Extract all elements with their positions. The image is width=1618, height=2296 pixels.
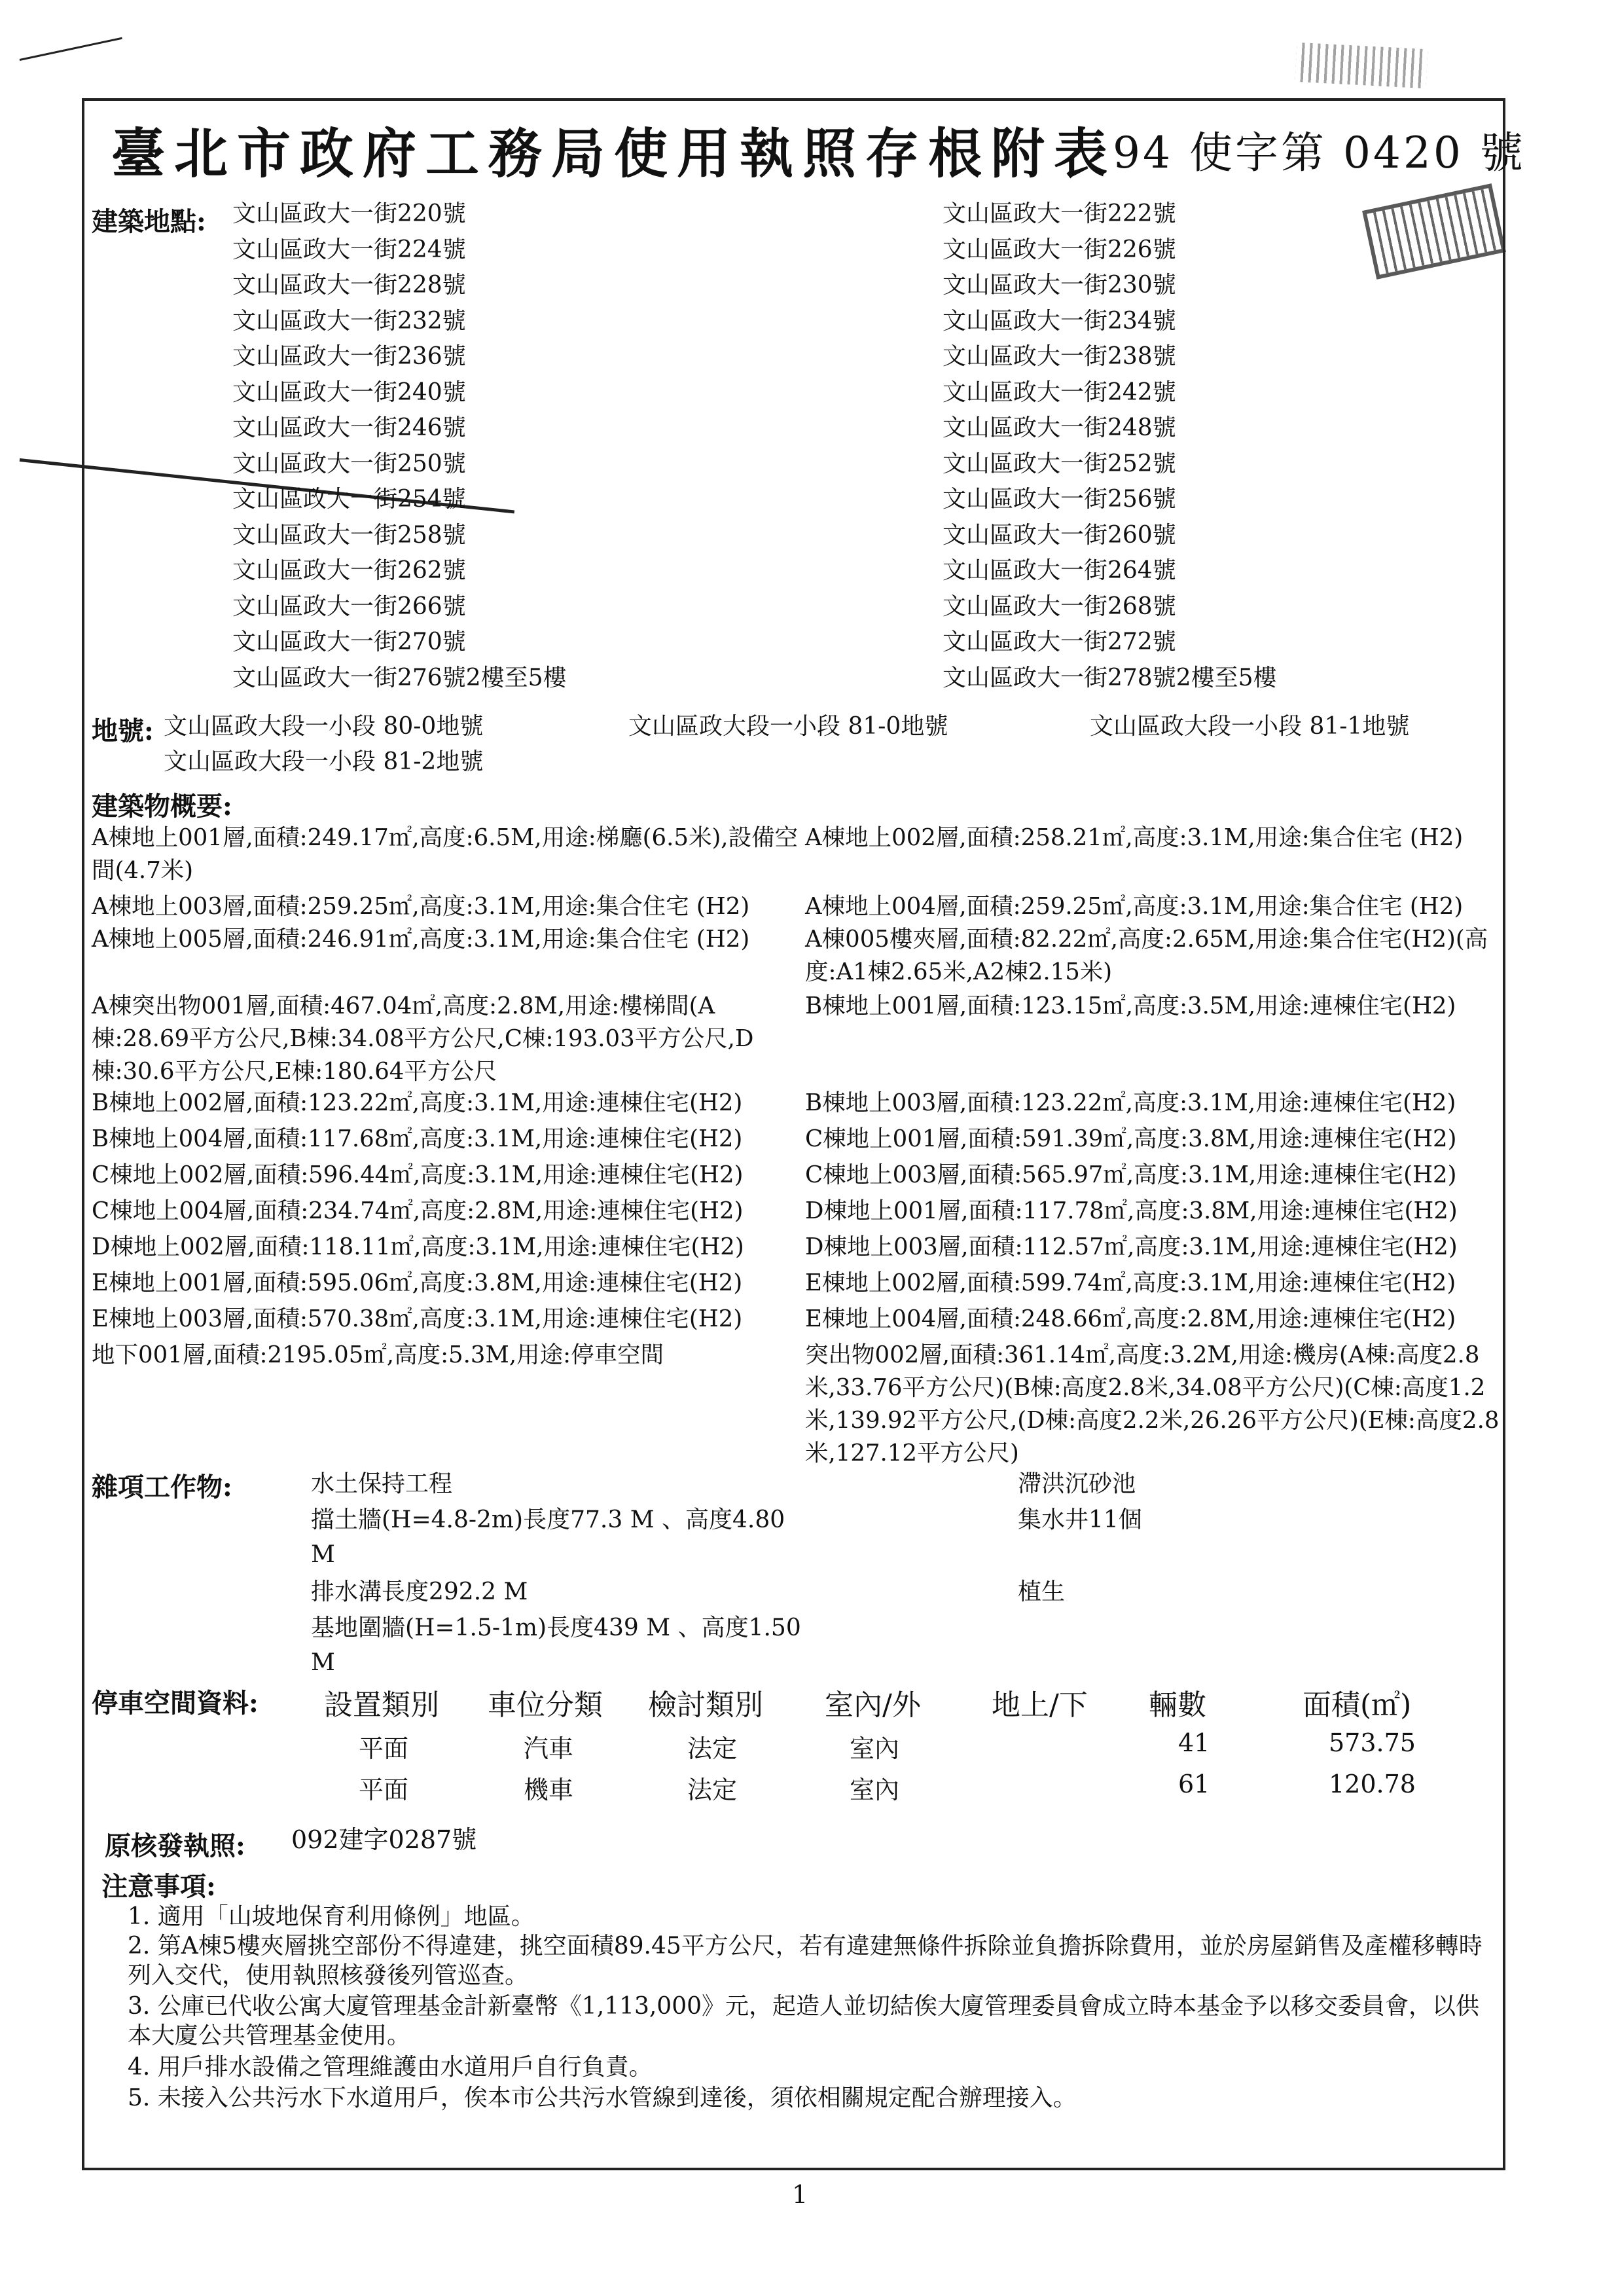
note-item: 4. 用戶排水設備之管理維護由水道用戶自行負責。 <box>128 2054 653 2081</box>
address-item: 文山區政大一街260號 <box>943 521 1176 549</box>
parking-header: 輛數 <box>1149 1688 1206 1722</box>
building-row-right: 突出物002層,面積:361.14㎡,高度:3.2M,用途:機房(A棟:高度2.8米,33.76平方公尺)(B棟:高度2.8米,34.08平方公尺)(C棟:高度1.2米,139.92平方公尺,(D棟:高度2.2米,26.26平方公尺)(E棟:高度2.8米,127.12平方公尺) <box>805 1341 1500 1467</box>
parking-cell: 61 <box>1178 1770 1210 1798</box>
address-item: 文山區政大一街226號 <box>943 236 1176 263</box>
building-row-left: B棟地上002層,面積:123.22㎡,高度:3.1M,用途:連棟住宅(H2) <box>92 1089 743 1116</box>
building-row-right: E棟地上004層,面積:248.66㎡,高度:2.8M,用途:連棟住宅(H2) <box>805 1305 1456 1332</box>
building-row-left: A棟地上003層,面積:259.25㎡,高度:3.1M,用途:集合住宅 (H2) <box>92 893 750 920</box>
document-title: 臺北市政府工務局使用執照存根附表 <box>111 122 1117 185</box>
lot-item: 文山區政大段一小段 80-0地號 <box>164 713 484 740</box>
misc-item: 排水溝長度292.2 M <box>311 1578 528 1605</box>
address-item: 文山區政大一街264號 <box>943 557 1176 584</box>
address-list-left <box>232 196 567 696</box>
building-row-left: A棟突出物001層,面積:467.04㎡,高度:2.8M,用途:樓梯間(A棟:28.69平方公尺,B棟:34.08平方公尺,C棟:193.03平方公尺,D棟:30.6平方公尺,E棟:180.64平方公尺 <box>92 993 754 1085</box>
address-label: 建築地點: <box>92 206 206 237</box>
parking-header: 車位分類 <box>488 1688 603 1722</box>
original-permit-value: 092建字0287號 <box>291 1825 477 1854</box>
parking-header: 室內/外 <box>825 1688 921 1722</box>
misc-item: 水土保持工程 <box>311 1470 453 1497</box>
building-row-left: E棟地上001層,面積:595.06㎡,高度:3.8M,用途:連棟住宅(H2) <box>92 1269 743 1296</box>
address-list-right <box>943 196 1277 696</box>
building-row-left: A棟地上001層,面積:249.17㎡,高度:6.5M,用途:梯廳(6.5米),設備空間(4.7米) <box>92 824 799 884</box>
parking-cell: 法定 <box>687 1734 738 1763</box>
address-item: 文山區政大一街258號 <box>232 521 466 549</box>
building-row-right: B棟地上003層,面積:123.22㎡,高度:3.1M,用途:連棟住宅(H2) <box>805 1089 1456 1116</box>
misc-label: 雜項工作物: <box>92 1472 232 1503</box>
address-item: 文山區政大一街238號 <box>943 343 1176 370</box>
lot-item: 文山區政大段一小段 81-0地號 <box>628 713 948 740</box>
address-item: 文山區政大一街270號 <box>232 629 466 655</box>
address-item: 文山區政大一街242號 <box>943 378 1176 406</box>
address-item: 文山區政大一街278號2樓至5樓 <box>943 664 1277 691</box>
address-item: 文山區政大一街268號 <box>943 592 1176 620</box>
building-row-left: B棟地上004層,面積:117.68㎡,高度:3.1M,用途:連棟住宅(H2) <box>92 1125 743 1152</box>
building-row-left: E棟地上003層,面積:570.38㎡,高度:3.1M,用途:連棟住宅(H2) <box>92 1305 743 1332</box>
building-row-right: D棟地上001層,面積:117.78㎡,高度:3.8M,用途:連棟住宅(H2) <box>805 1197 1458 1224</box>
top-stamp-mark <box>1295 43 1428 88</box>
building-row-right: D棟地上003層,面積:112.57㎡,高度:3.1M,用途:連棟住宅(H2) <box>805 1233 1458 1260</box>
misc-item: 滯洪沉砂池 <box>1018 1470 1136 1497</box>
address-item: 文山區政大一街256號 <box>943 486 1176 513</box>
parking-label: 停車空間資料: <box>92 1688 259 1719</box>
building-row-right: A棟地上002層,面積:258.21㎡,高度:3.1M,用途:集合住宅 (H2) <box>805 824 1464 851</box>
building-row-right: C棟地上003層,面積:565.97㎡,高度:3.1M,用途:連棟住宅(H2) <box>805 1161 1457 1188</box>
address-item: 文山區政大一街222號 <box>943 200 1176 227</box>
misc-item: 植生 <box>1018 1578 1066 1605</box>
building-row-right: E棟地上002層,面積:599.74㎡,高度:3.1M,用途:連棟住宅(H2) <box>805 1269 1456 1296</box>
parking-header: 面積(㎡) <box>1303 1688 1412 1722</box>
building-row-left: D棟地上002層,面積:118.11㎡,高度:3.1M,用途:連棟住宅(H2) <box>92 1233 744 1260</box>
address-item: 文山區政大一街254號 <box>232 486 466 513</box>
misc-item: 基地圍牆(H=1.5-1m)長度439 M 、高度1.50 M <box>311 1614 801 1676</box>
parking-header: 檢討類別 <box>648 1688 763 1722</box>
lot-item: 文山區政大段一小段 81-1地號 <box>1090 713 1410 740</box>
page-number: 1 <box>792 2180 808 2209</box>
parking-cell: 平面 <box>359 1734 409 1763</box>
building-row-left: C棟地上004層,面積:234.74㎡,高度:2.8M,用途:連棟住宅(H2) <box>92 1197 744 1224</box>
address-item: 文山區政大一街234號 <box>943 307 1176 335</box>
parking-cell: 平面 <box>359 1776 409 1804</box>
address-item: 文山區政大一街224號 <box>232 236 466 263</box>
address-item: 文山區政大一街272號 <box>943 629 1176 655</box>
parking-cell: 120.78 <box>1329 1770 1416 1798</box>
address-item: 文山區政大一街232號 <box>232 307 466 335</box>
address-item: 文山區政大一街228號 <box>232 272 466 299</box>
address-item: 文山區政大一街240號 <box>232 378 466 406</box>
parking-cell: 法定 <box>687 1776 738 1804</box>
address-item: 文山區政大一街250號 <box>232 450 466 477</box>
parking-cell: 室內 <box>850 1776 900 1804</box>
note-item: 2. 第A棟5樓夾層挑空部份不得違建，挑空面積89.45平方公尺，若有違建無條件拆除並負擔拆除費用，並於房屋銷售及產權移轉時列入交代，使用執照核發後列管巡查。 <box>128 1933 1483 1989</box>
notes-label: 注意事項: <box>101 1871 216 1902</box>
parking-cell: 機車 <box>524 1776 574 1804</box>
note-item: 5. 未接入公共污水下水道用戶，俟本市公共污水管線到達後，須依相關規定配合辦理接入。 <box>128 2085 1077 2111</box>
address-item: 文山區政大一街276號2樓至5樓 <box>232 664 567 691</box>
address-item: 文山區政大一街248號 <box>943 414 1176 441</box>
parking-header: 設置類別 <box>324 1688 439 1722</box>
misc-item: 擋土牆(H=4.8-2m)長度77.3 M 、高度4.80 M <box>311 1506 785 1568</box>
building-row-left: C棟地上002層,面積:596.44㎡,高度:3.1M,用途:連棟住宅(H2) <box>92 1161 744 1188</box>
address-item: 文山區政大一街246號 <box>232 414 466 441</box>
building-row-right: B棟地上001層,面積:123.15㎡,高度:3.5M,用途:連棟住宅(H2) <box>805 993 1456 1019</box>
building-row-left: 地下001層,面積:2195.05㎡,高度:5.3M,用途:停車空間 <box>92 1341 664 1368</box>
lot-label: 地號: <box>92 716 154 746</box>
address-item: 文山區政大一街220號 <box>232 200 466 227</box>
parking-header: 地上/下 <box>992 1688 1088 1722</box>
address-item: 文山區政大一街236號 <box>232 343 466 370</box>
parking-cell: 573.75 <box>1329 1728 1416 1757</box>
address-item: 文山區政大一街230號 <box>943 272 1176 299</box>
building-row-right: C棟地上001層,面積:591.39㎡,高度:3.8M,用途:連棟住宅(H2) <box>805 1125 1457 1152</box>
address-item: 文山區政大一街252號 <box>943 450 1176 477</box>
parking-cell: 汽車 <box>524 1734 574 1763</box>
address-item: 文山區政大一街262號 <box>232 557 466 584</box>
note-item: 1. 適用「山坡地保育利用條例」地區。 <box>128 1903 535 1930</box>
pen-scratch-mark <box>20 37 122 61</box>
note-item: 3. 公庫已代收公寓大廈管理基金計新臺幣《1,113,000》元，起造人並切結俟大廈管理委員會成立時本基金予以移交委員會，以供本大廈公共管理基金使用。 <box>128 1993 1480 2049</box>
address-item: 文山區政大一街266號 <box>232 592 466 620</box>
misc-item: 集水井11個 <box>1018 1506 1142 1533</box>
permit-number: 94 使字第 0420 號 <box>1113 128 1526 178</box>
building-row-right: A棟005樓夾層,面積:82.22㎡,高度:2.65M,用途:集合住宅(H2)(高度:A1棟2.65米,A2棟2.15米) <box>805 926 1488 985</box>
lot-item: 文山區政大段一小段 81-2地號 <box>164 748 484 775</box>
original-permit-label: 原核發執照: <box>105 1831 245 1861</box>
parking-cell: 41 <box>1178 1728 1210 1757</box>
parking-cell: 室內 <box>850 1734 900 1763</box>
building-label: 建築物概要: <box>92 791 232 822</box>
building-row-right: A棟地上004層,面積:259.25㎡,高度:3.1M,用途:集合住宅 (H2) <box>805 893 1464 920</box>
building-row-left: A棟地上005層,面積:246.91㎡,高度:3.1M,用途:集合住宅 (H2) <box>92 926 750 953</box>
